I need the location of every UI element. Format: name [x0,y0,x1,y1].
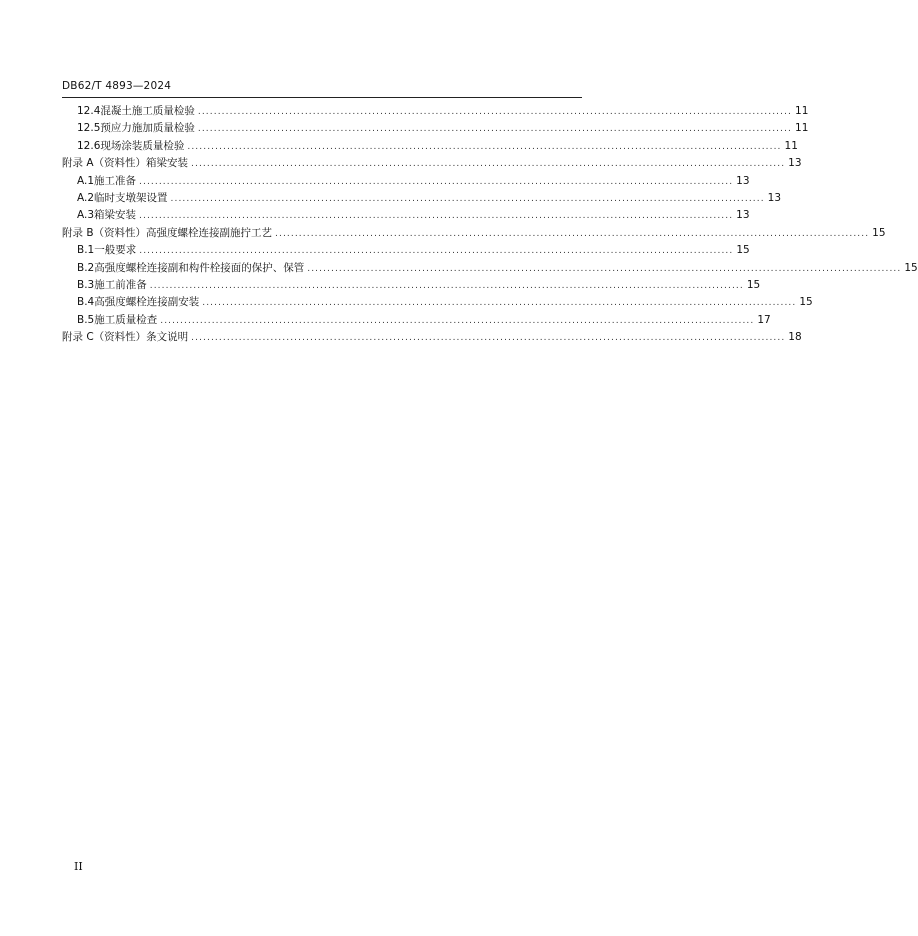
toc-entry-page: 11 [795,122,809,135]
toc-entry-title: 施工前准备 [94,278,147,291]
toc-entry-number: 12.6 [77,139,101,152]
toc-entry-number: A.1 [77,174,95,187]
toc-entry[interactable] [62,173,750,190]
toc-entry-number: B.4 [77,296,95,309]
page-number: II [74,860,83,873]
toc-entry[interactable] [62,190,782,207]
toc-entry-title: 混凝土施工质量检验 [100,105,195,117]
toc-appendix-entry[interactable] [62,155,802,172]
toc-leader-dots: ...................................................................................................................................................... [149,280,744,291]
toc-entry-page: 13 [736,174,750,187]
toc-entry[interactable] [62,312,771,329]
toc-leader-dots: ...................................................................................................................................................... [139,176,734,187]
toc-entry[interactable] [62,294,813,311]
toc-leader-dots: ...................................................................................................................................................... [187,141,782,152]
toc-entry-page: 13 [767,191,782,204]
toc-entry[interactable] [62,103,809,120]
toc-entry-number: B.2 [77,261,95,274]
toc-leader-dots: ...................................................................................................................................................... [202,298,797,309]
toc-entry[interactable] [62,260,918,277]
toc-entry-page: 13 [736,209,750,222]
toc-entry-number: 12.4 [77,105,101,117]
toc-appendix-title: 箱梁安装 [146,157,189,170]
toc-appendix-title: 高强度螺栓连接副施拧工艺 [146,226,273,239]
toc-entry-number: A.3 [77,209,95,222]
toc-entry-page: 15 [872,226,886,239]
toc-entry-page: 15 [736,244,750,257]
toc-entry-title: 预应力施加质量检验 [100,122,195,135]
toc-entry-page: 11 [784,139,798,152]
table-of-contents [62,103,918,346]
toc-entry-page: 11 [795,105,809,117]
toc-entry-page: 17 [757,313,771,326]
toc-leader-dots: ...................................................................................................................................................... [197,124,793,135]
toc-leader-dots: ...................................................................................................................................................... [275,228,870,239]
toc-entry-title: 箱梁安装 [94,209,137,222]
toc-leader-dots: ...................................................................................................................................................... [139,211,734,222]
toc-leader-dots: ...................................................................................................................................................... [307,263,902,274]
toc-entry-title: 施工准备 [94,174,137,187]
toc-entry-title: 一般要求 [94,244,137,257]
toc-entry-page: 18 [788,331,802,344]
header-rule [62,97,582,98]
toc-entry-title: 高强度螺栓连接副安装 [94,296,200,309]
toc-entry-title: 临时支墩架设置 [94,191,168,204]
toc-entry-number: B.3 [77,278,95,291]
toc-entry-number: 12.5 [77,122,101,135]
toc-appendix-entry[interactable] [62,225,886,242]
toc-entry[interactable] [62,277,761,294]
toc-entry-number: A.2 [77,191,95,204]
toc-appendix-title: 条文说明 [146,331,189,344]
toc-appendix-number: 附录 C（资料性） [62,331,147,344]
toc-leader-dots: ...................................................................................................................................................... [139,246,734,257]
toc-leader-dots: ...................................................................................................................................................... [191,159,786,170]
toc-entry-title: 现场涂装质量检验 [100,139,185,152]
toc-entry[interactable] [62,242,750,259]
document-code: DB62/T 4893—2024 [62,80,172,92]
toc-entry-number: B.1 [77,244,95,257]
toc-entry-number: B.5 [77,313,95,326]
toc-appendix-entry[interactable] [62,329,802,346]
toc-entry-page: 13 [788,157,802,170]
toc-leader-dots: ...................................................................................................................................................... [191,333,786,344]
toc-leader-dots: ...................................................................................................................................................... [170,193,765,204]
toc-entry[interactable] [62,138,798,155]
toc-entry-title: 高强度螺栓连接副和构件栓接面的保护、保管 [94,261,305,274]
toc-entry-title: 施工质量检查 [94,313,158,326]
toc-leader-dots: ...................................................................................................................................................... [197,107,793,117]
toc-appendix-number: 附录 B（资料性） [62,226,147,239]
toc-leader-dots: ...................................................................................................................................................... [160,315,755,326]
toc-appendix-number: 附录 A（资料性） [62,157,147,170]
toc-entry[interactable] [62,207,750,224]
toc-entry[interactable] [62,120,809,137]
toc-entry-page: 15 [799,296,813,309]
toc-entry-page: 15 [746,278,761,291]
toc-entry-page: 15 [904,261,918,274]
